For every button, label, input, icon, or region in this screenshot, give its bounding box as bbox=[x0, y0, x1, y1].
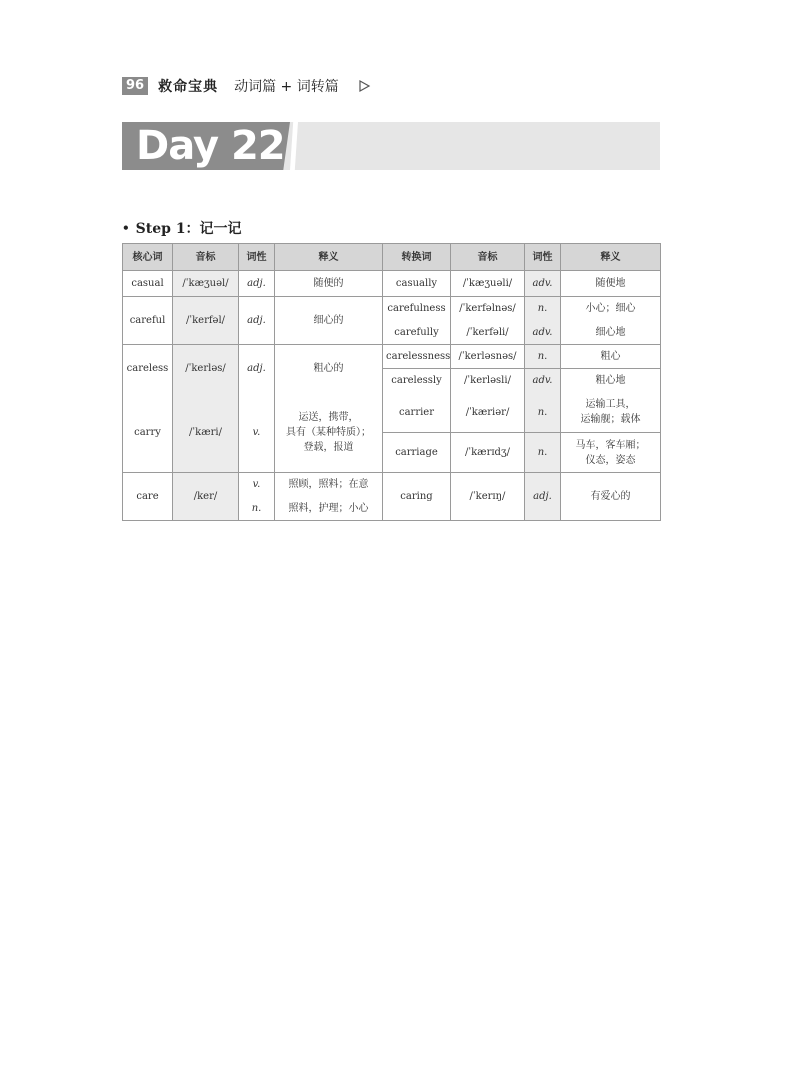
core-meaning-line: 登载，报道 bbox=[303, 441, 354, 453]
table-row bbox=[123, 473, 661, 497]
derived-word: carelessness bbox=[383, 345, 451, 369]
table-row bbox=[123, 271, 661, 297]
derived-meaning: 随便地 bbox=[561, 271, 661, 297]
bullet: • bbox=[122, 221, 130, 235]
derived-phonetic: /ˈkerləsli/ bbox=[451, 369, 525, 393]
day-tab-edge bbox=[290, 122, 298, 170]
derived-word: carriage bbox=[383, 433, 451, 473]
core-pos: adj. bbox=[239, 271, 275, 297]
derived-phonetic: /ˈkæʒuəli/ bbox=[451, 271, 525, 297]
core-phonetic: /ker/ bbox=[173, 473, 239, 521]
core-phonetic: /ˈkæri/ bbox=[173, 393, 239, 473]
section-title: 动词篇 + 词转篇 bbox=[234, 79, 339, 95]
derived-pos: adj. bbox=[525, 473, 561, 521]
derived-pos: adv. bbox=[525, 271, 561, 297]
derived-word: caring bbox=[383, 473, 451, 521]
derived-word: carelessly bbox=[383, 369, 451, 393]
core-pos: v. bbox=[239, 393, 275, 473]
derived-phonetic: /ˈkerfəli/ bbox=[451, 321, 525, 345]
core-word: careful bbox=[123, 297, 173, 345]
col-header-derived-word: 转换词 bbox=[383, 244, 451, 271]
core-word: care bbox=[123, 473, 173, 521]
core-phonetic: /ˈkæʒuəl/ bbox=[173, 271, 239, 297]
derived-pos: n. bbox=[525, 393, 561, 433]
col-header-derived-pos: 词性 bbox=[525, 244, 561, 271]
core-meaning-line: 具有（某种特质）； bbox=[286, 426, 371, 438]
table-row bbox=[123, 345, 661, 369]
day-banner bbox=[122, 122, 660, 170]
derived-word: casually bbox=[383, 271, 451, 297]
table-header-row bbox=[123, 244, 661, 271]
derived-phonetic: /ˈkerfəlnəs/ bbox=[451, 297, 525, 321]
core-word: careless bbox=[123, 345, 173, 393]
core-pos: adj. bbox=[239, 345, 275, 393]
derived-phonetic: /ˈkerɪŋ/ bbox=[451, 473, 525, 521]
vocab-table bbox=[122, 243, 661, 521]
col-header-meaning: 释义 bbox=[275, 244, 383, 271]
core-meaning: 随便的 bbox=[275, 271, 383, 297]
core-meaning bbox=[275, 393, 383, 473]
running-header bbox=[122, 75, 371, 97]
col-header-derived-phonetic: 音标 bbox=[451, 244, 525, 271]
play-triangle-outline-icon bbox=[357, 79, 371, 93]
table-row bbox=[123, 297, 661, 321]
col-header-pos: 词性 bbox=[239, 244, 275, 271]
step-heading bbox=[122, 218, 242, 238]
core-phonetic: /ˈkerfəl/ bbox=[173, 297, 239, 345]
core-meaning: 照顾，照料；在意 bbox=[275, 473, 383, 497]
core-meaning: 粗心的 bbox=[275, 345, 383, 393]
core-word: casual bbox=[123, 271, 173, 297]
derived-pos: adv. bbox=[525, 321, 561, 345]
day-label: Day 22 bbox=[136, 123, 285, 169]
derived-phonetic: /ˈkæriər/ bbox=[451, 393, 525, 433]
derived-phonetic: /ˈkærɪdʒ/ bbox=[451, 433, 525, 473]
derived-word: carrier bbox=[383, 393, 451, 433]
derived-meaning-line: 马车，客车厢； bbox=[575, 439, 646, 451]
derived-pos: n. bbox=[525, 345, 561, 369]
derived-phonetic: /ˈkerləsnəs/ bbox=[451, 345, 525, 369]
derived-meaning: 粗心地 bbox=[561, 369, 661, 393]
col-header-core-word: 核心词 bbox=[123, 244, 173, 271]
derived-meaning: 小心；细心 bbox=[561, 297, 661, 321]
core-pos: n. bbox=[239, 497, 275, 521]
derived-pos: n. bbox=[525, 433, 561, 473]
derived-word: carefully bbox=[383, 321, 451, 345]
derived-word: carefulness bbox=[383, 297, 451, 321]
book-title: 救命宝典 bbox=[158, 79, 219, 95]
derived-meaning bbox=[561, 433, 661, 473]
table-row bbox=[123, 393, 661, 433]
core-pos: v. bbox=[239, 473, 275, 497]
core-meaning: 细心的 bbox=[275, 297, 383, 345]
core-pos: adj. bbox=[239, 297, 275, 345]
col-header-phonetic: 音标 bbox=[173, 244, 239, 271]
core-word: carry bbox=[123, 393, 173, 473]
core-phonetic: /ˈkerləs/ bbox=[173, 345, 239, 393]
col-header-derived-meaning: 释义 bbox=[561, 244, 661, 271]
page-number: 96 bbox=[122, 77, 148, 95]
derived-meaning: 有爱心的 bbox=[561, 473, 661, 521]
step-label: Step 1：记一记 bbox=[135, 221, 242, 237]
core-meaning: 照料，护理；小心 bbox=[275, 497, 383, 521]
derived-pos: adv. bbox=[525, 369, 561, 393]
derived-pos: n. bbox=[525, 297, 561, 321]
derived-meaning bbox=[561, 393, 661, 433]
core-meaning-line: 运送，携带， bbox=[298, 411, 359, 423]
derived-meaning-line: 运输工具， bbox=[585, 399, 636, 411]
derived-meaning: 粗心 bbox=[561, 345, 661, 369]
derived-meaning: 细心地 bbox=[561, 321, 661, 345]
derived-meaning-line: 仪态，姿态 bbox=[585, 454, 636, 466]
derived-meaning-line: 运输舰；载体 bbox=[580, 414, 641, 426]
